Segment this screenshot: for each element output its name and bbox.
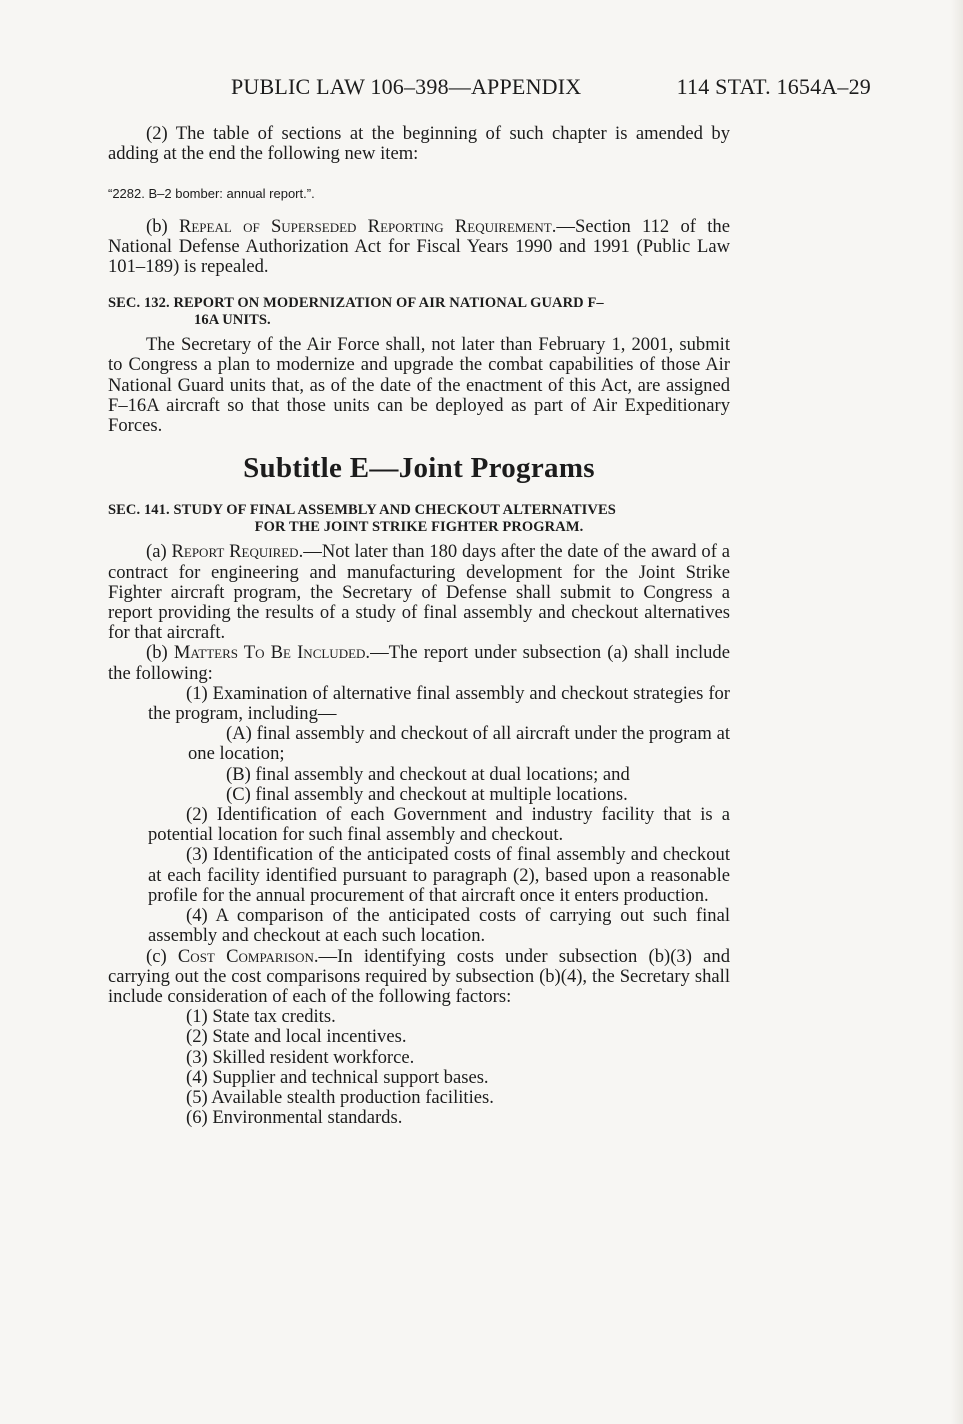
list-item: (6) Environmental standards.	[186, 1107, 403, 1129]
subsection-label: (b)	[146, 642, 174, 664]
subsection-a-report-required	[108, 542, 730, 643]
subsection-text: .—In identifying costs under subsection (b)(3) and carrying out the cost comparisons required by subsection (b)(4), the Secretary shall include consideration of each of the following factors:	[108, 945, 730, 1007]
statute-page-number: 114 STAT. 1654A–29	[676, 74, 871, 99]
paragraph-b-4: (4) A comparison of the anticipated costs of carrying out such final assembly and checkout at each such location.	[148, 905, 730, 947]
paragraph-table-of-sections: (2) The table of sections at the beginning of such chapter is amended by adding at the end the following new item:	[108, 123, 730, 165]
subsection-label: (c)	[146, 945, 178, 967]
document-body	[108, 124, 730, 1128]
paragraph-b-2: (2) Identification of each Government and industry facility that is a potential location for such final assembly and checkout.	[148, 804, 730, 846]
subsection-heading: Repeal of Superseded Reporting Requirement	[178, 215, 552, 237]
section-141-heading	[108, 502, 730, 536]
list-item: (3) Skilled resident workforce.	[186, 1046, 415, 1068]
subsection-c-cost-comparison	[108, 947, 730, 1008]
subparagraph-b-1-b: (B) final assembly and checkout at dual locations; and	[226, 763, 630, 785]
subsection-text: .—Section 112 of the National Defense Authorization Act for Fiscal Years 1990 and 1991 (Public Law 101–189) is repealed.	[108, 215, 730, 278]
subsection-b-repeal	[108, 217, 730, 278]
factor-list	[108, 1007, 730, 1128]
section-heading-line-1: SEC. 132. REPORT ON MODERNIZATION OF AIR NATIONAL GUARD F–	[108, 295, 604, 312]
subsection-b-matters	[108, 643, 730, 683]
section-heading-line-1: SEC. 141. STUDY OF FINAL ASSEMBLY AND CHECKOUT ALTERNATIVES	[108, 502, 616, 519]
list-item: (5) Available stealth production facilities.	[186, 1086, 494, 1108]
subsection-heading: Matters To Be Included	[173, 642, 366, 664]
section-132-heading	[108, 295, 730, 329]
list-item: (4) Supplier and technical support bases.	[186, 1066, 489, 1088]
subsection-heading: Cost Comparison	[177, 945, 314, 967]
list-item: (2) State and local incentives.	[186, 1026, 407, 1048]
subparagraph-b-1-c: (C) final assembly and checkout at multiple locations.	[226, 783, 628, 805]
subsection-text: .—Not later than 180 days after the date of the award of a contract for engineering and manufacturing development for the Joint Strike Fighter aircraft program, the Secretary of Defense shall submit to Congress a report providing the results of a study of final assembly and checkout alternatives for that aircraft.	[108, 541, 730, 644]
section-heading-line-2: 16A UNITS.	[194, 312, 271, 329]
subparagraph-b-1-a: (A) final assembly and checkout of all aircraft under the program at one location;	[188, 723, 730, 765]
list-item: (1) State tax credits.	[186, 1006, 336, 1028]
subsection-label: (b)	[146, 215, 179, 237]
paragraph-b-1: (1) Examination of alternative final assembly and checkout strategies for the program, including—	[148, 682, 730, 725]
subsection-label: (a)	[146, 541, 172, 563]
subtitle-heading: Subtitle E—Joint Programs	[243, 452, 595, 485]
section-132-text: The Secretary of the Air Force shall, not later than February 1, 2001, submit to Congress a plan to modernize and upgrade the combat capabilities of those Air National Guard units that, as of the date of the enactment of this Act, are assigned F–16A aircraft so that those units can be deployed as part of Air Expeditionary Forces.	[108, 334, 730, 437]
subsection-text: .—The report under subsection (a) shall include the following:	[108, 642, 730, 684]
subsection-heading: Report Required	[171, 541, 299, 563]
header-title: PUBLIC LAW 106–398—APPENDIX	[231, 74, 582, 99]
page-edge	[951, 0, 963, 1424]
paragraph-b-3: (3) Identification of the anticipated costs of final assembly and checkout at each facility identified pursuant to paragraph (2), based upon a reasonable profile for the annual procurement of that aircraft once it enters production.	[148, 844, 730, 906]
amendment-item: “2282. B–2 bomber: annual report.”.	[108, 186, 315, 202]
section-heading-line-2: FOR THE JOINT STRIKE FIGHTER PROGRAM.	[254, 519, 584, 536]
